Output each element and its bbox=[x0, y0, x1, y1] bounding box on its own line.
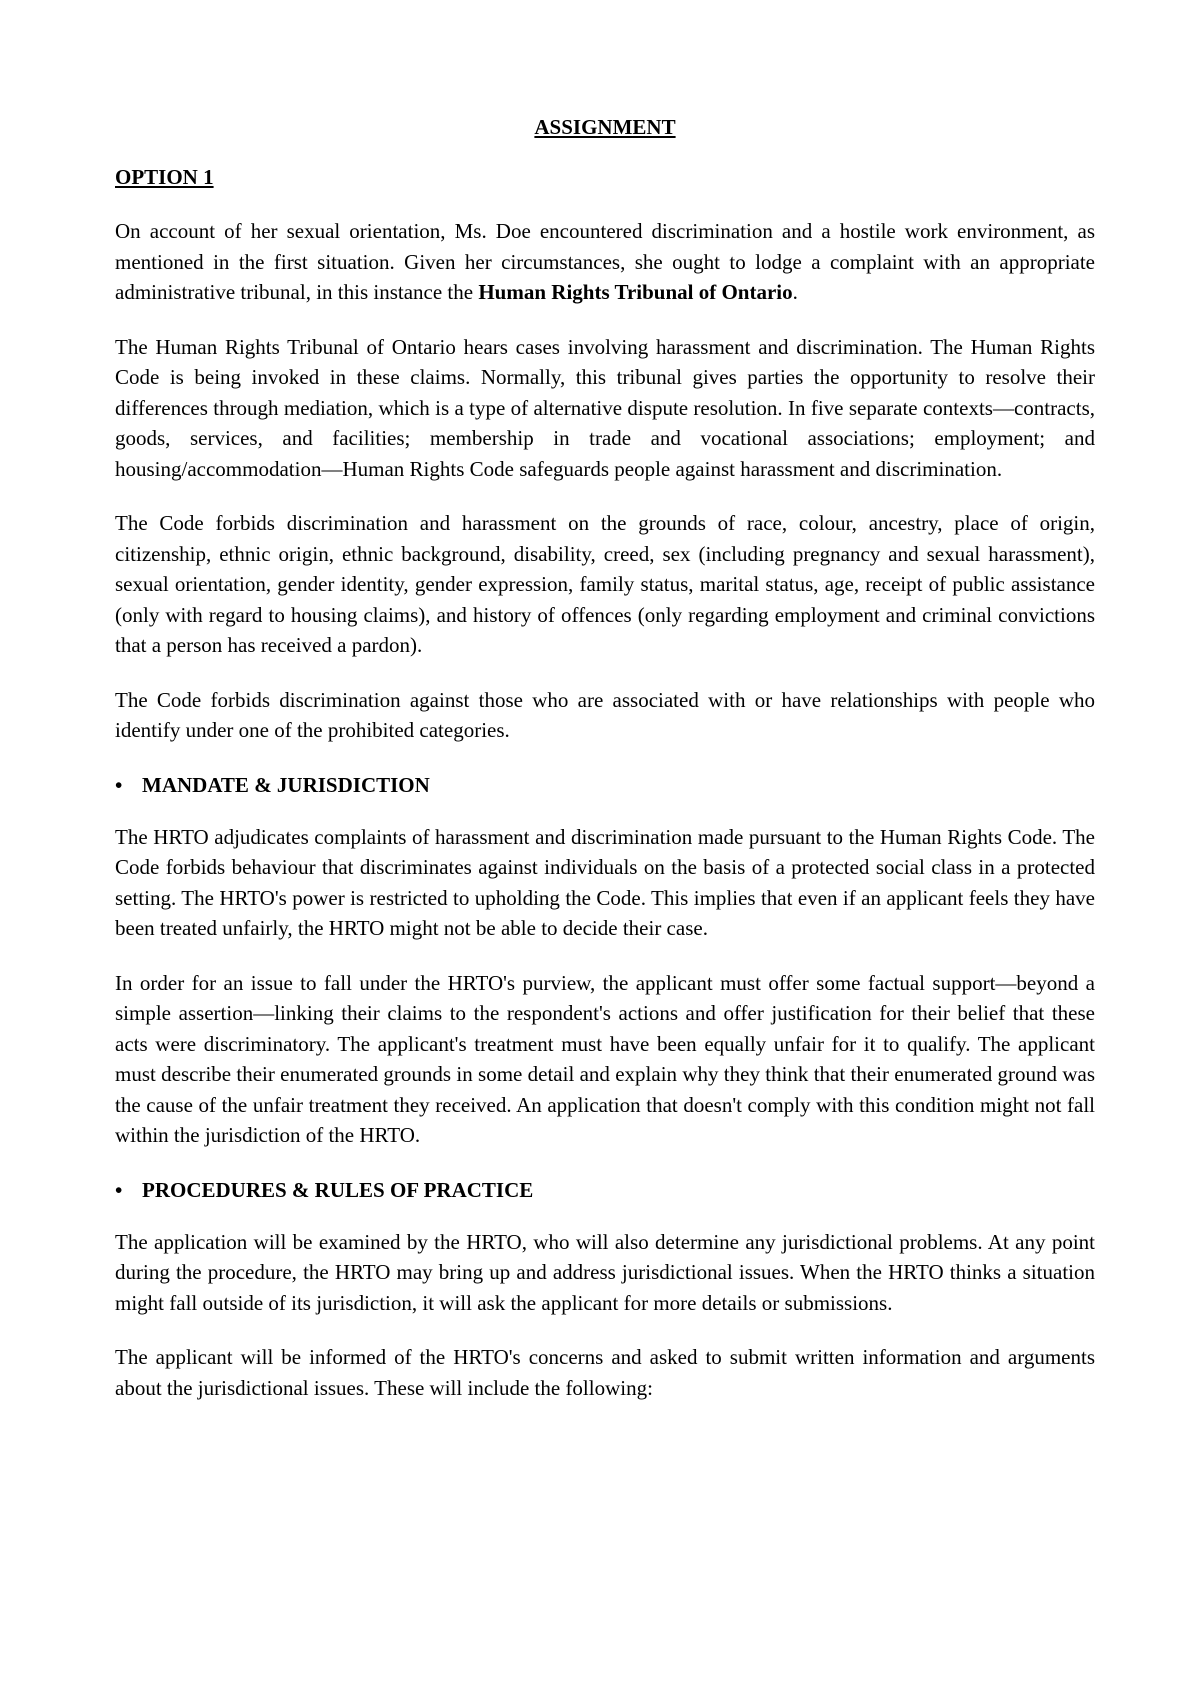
tribunal-name: Human Rights Tribunal of Ontario bbox=[478, 280, 793, 304]
paragraph-procedures-2: The applicant will be informed of the HRTO's concerns and asked to submit written information and arguments about the jurisdictional issues. These will include the following: bbox=[115, 1345, 1095, 1400]
section-heading-text: PROCEDURES & RULES OF PRACTICE bbox=[142, 1177, 534, 1202]
bullet-icon: • bbox=[115, 772, 123, 797]
paragraph-procedures-1: The application will be examined by the HRTO, who will also determine any jurisdictional problems. At any point during the procedure, the HRTO may bring up and address jurisdictional issues. When the HRTO thinks a situation might fall outside of its jurisdiction, it will ask the applicant for more details or submissions. bbox=[115, 1229, 1095, 1315]
document-title: ASSIGNMENT bbox=[534, 115, 676, 139]
paragraph-mandate-2: In order for an issue to fall under the HRTO's purview, the applicant must offer some factual support—beyond a simple assertion—linking their claims to the respondent's actions and offer justification for their belief that these acts were discriminatory. The applicant's treatment must have been equally unfair for it to qualify. The applicant must describe their enumerated grounds in some detail and explain why they think that their enumerated ground was the cause of the unfair treatment they received. An application that doesn't comply with this condition might not fall within the jurisdiction of the HRTO. bbox=[115, 970, 1095, 1147]
paragraph-intro-text: On account of her sexual orientation, Ms. Doe encountered discrimination and a hostile work environment, as mentioned in the first situation. Given her circumstances, she ought to lodge a complaint with an appropriate administrative tribunal, in this instance the bbox=[115, 219, 1095, 304]
document-page bbox=[115, 112, 1095, 1427]
paragraph-association: The Code forbids discrimination against those who are associated with or have relationships with people who identify under one of the prohibited categories. bbox=[115, 687, 1095, 742]
section-heading-mandate bbox=[115, 770, 1095, 800]
paragraph-intro bbox=[115, 216, 1095, 308]
section-heading-procedures bbox=[115, 1175, 1095, 1205]
bullet-icon: • bbox=[115, 1177, 123, 1202]
option-heading: OPTION 1 bbox=[115, 165, 214, 189]
paragraph-mandate-1: The HRTO adjudicates complaints of harassment and discrimination made pursuant to the Human Rights Code. The Code forbids behaviour that discriminates against individuals on the basis of a protected social class in a protected setting. The HRTO's power is restricted to upholding the Code. This implies that even if an applicant feels they have been treated unfairly, the HRTO might not be able to decide their case. bbox=[115, 824, 1095, 940]
paragraph-intro-end: . bbox=[792, 280, 798, 304]
paragraph-tribunal-overview: The Human Rights Tribunal of Ontario hears cases involving harassment and discrimination. The Human Rights Code is being invoked in these claims. Normally, this tribunal gives parties the opportunity to resolve their differences through mediation, which is a type of alternative dispute resolution. In five separate contexts—contracts, goods, services, and facilities; membership in trade and vocational associations; employment; and housing/accommodation—Human Rights Code safeguards people against harassment and discrimination. bbox=[115, 334, 1095, 481]
paragraph-prohibited-grounds: The Code forbids discrimination and harassment on the grounds of race, colour, ancestry, place of origin, citizenship, ethnic origin, ethnic background, disability, creed, sex (including pregnancy and sexual harassment), sexual orientation, gender identity, gender expression, family status, marital status, age, receipt of public assistance (only with regard to housing claims), and history of offences (only regarding employment and criminal convictions that a person has received a pardon). bbox=[115, 511, 1095, 657]
section-heading-text: MANDATE & JURISDICTION bbox=[142, 772, 430, 797]
